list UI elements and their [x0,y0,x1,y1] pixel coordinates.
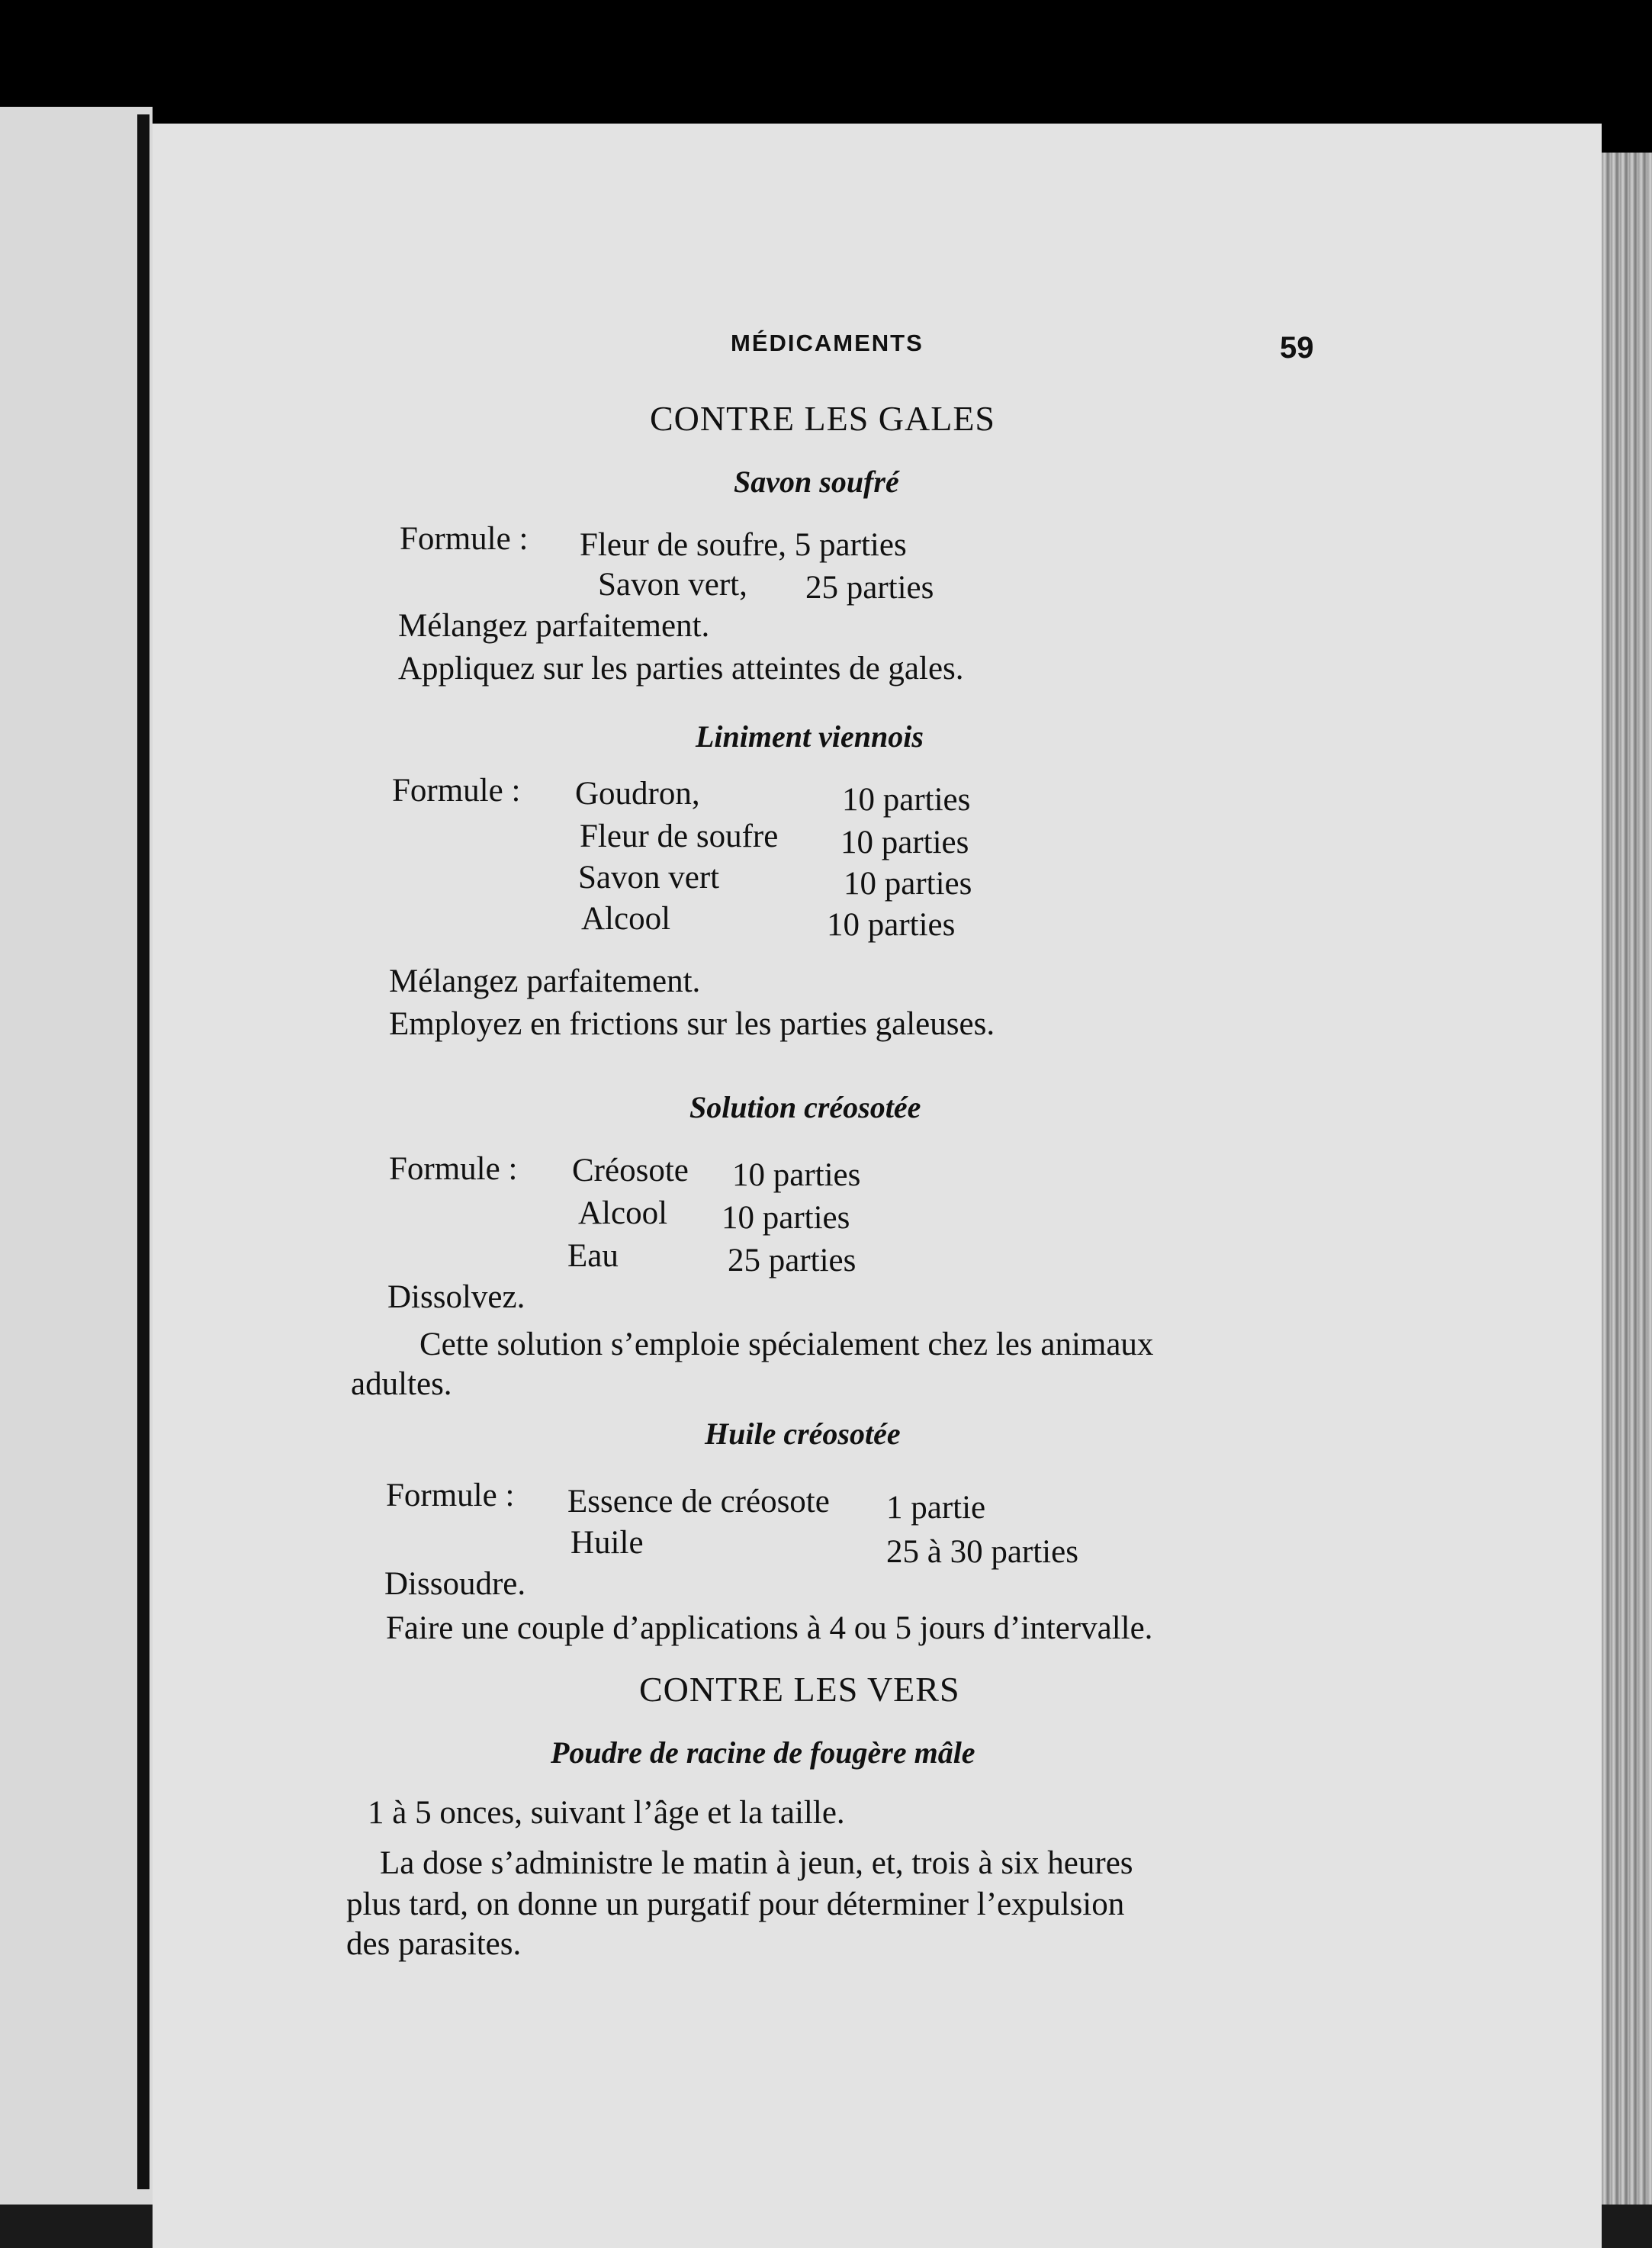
paragraph-line: des parasites. [346,1926,522,1962]
ingredient: Eau [567,1238,619,1274]
paragraph-line: La dose s’administre le matin à jeun, et, trois à six heures [380,1845,1133,1881]
ingredient: Fleur de soufre, 5 parties [580,527,907,563]
subsection-title: Liniment viennois [696,719,924,754]
ingredient: Créosote [572,1153,689,1188]
ingredient: Essence de créosote [567,1484,830,1520]
text-line: Dissoudre. [384,1566,526,1602]
quantity: 10 parties [840,825,969,860]
subsection-title: Huile créosotée [705,1417,901,1451]
ingredient: Alcool [581,901,671,937]
text-line: Dissolvez. [387,1279,525,1315]
text-line: 1 à 5 onces, suivant l’âge et la taille. [368,1795,845,1831]
quantity: 10 parties [722,1200,850,1236]
paragraph-line: Cette solution s’emploie spécialement chez les animaux [419,1327,1154,1362]
quantity: 10 parties [844,866,972,902]
text-line: Appliquez sur les parties atteintes de gales. [398,651,964,687]
ingredient: Savon vert, [598,567,747,603]
formula-label: Formule : [400,521,529,557]
text-line: Faire une couple d’applications à 4 ou 5 jours d’intervalle. [386,1610,1153,1646]
quantity: 25 à 30 parties [886,1534,1078,1570]
ingredient: Alcool [578,1195,668,1231]
section-title: CONTRE LES VERS [639,1670,960,1709]
quantity: 10 parties [827,907,956,943]
quantity: 10 parties [732,1157,861,1193]
formula-label: Formule : [389,1151,518,1187]
quantity: 10 parties [842,782,971,818]
text-line: Mélangez parfaitement. [389,963,701,999]
quantity: 1 partie [886,1490,986,1526]
page-stack-edge [1602,153,1652,2248]
paragraph-line: plus tard, on donne un purgatif pour déterminer l’expulsion [346,1886,1125,1922]
running-title: MÉDICAMENTS [731,330,924,356]
ingredient: Fleur de soufre [580,818,779,854]
ingredient: Savon vert [578,860,720,896]
facing-page-edge [0,107,153,2248]
paragraph-line: adultes. [351,1366,452,1402]
subsection-title: Solution créosotée [689,1090,921,1124]
text-line: Mélangez parfaitement. [398,608,710,644]
quantity: 25 parties [728,1243,857,1278]
ingredient: Goudron, [575,776,700,812]
book-gutter [137,114,149,2189]
ingredient: Huile [570,1525,644,1561]
quantity: 25 parties [805,570,934,606]
subsection-title: Savon soufré [734,465,899,499]
section-title: CONTRE LES GALES [650,399,995,438]
formula-label: Formule : [392,773,521,809]
subsection-title: Poudre de racine de fougère mâle [551,1735,975,1770]
formula-label: Formule : [386,1478,515,1513]
page-number: 59 [1280,331,1314,365]
text-line: Employez en frictions sur les parties galeuses. [389,1006,995,1042]
